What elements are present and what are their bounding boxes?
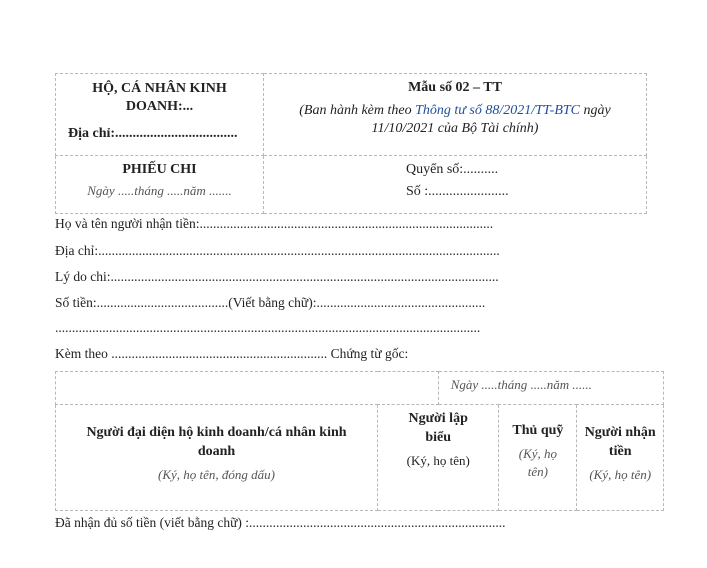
address-line[interactable]: Địa chỉ:....................................................................................................................... [55,243,500,258]
preparer-cell [378,405,499,511]
representative-note: (Ký, họ tên, đóng dấu) [158,467,275,482]
voucher-date: Ngày .....tháng .....năm ....... [87,183,232,198]
form-number: Mẫu số 02 – TT [408,80,502,95]
book-number: Quyển số:.......... [406,162,499,177]
form-info-cell [264,74,647,156]
representative-title-line2: doanh [197,444,236,459]
voucher-number: Số :....................... [406,184,509,199]
voucher-number-cell [264,156,647,214]
legal-note-date: 11/10/2021 của Bộ Tài chính) [371,121,539,136]
voucher-title-cell [56,156,264,214]
preparer-title-line1: Người lập [408,411,468,426]
receiver-cell [577,405,664,511]
reason-line[interactable]: Lý do chi:................................................................................................................... [55,269,499,284]
cashier-title: Thủ quỹ [512,423,564,438]
legal-note-prefix: (Ban hành kèm theo [299,103,416,118]
representative-cell [56,405,378,511]
preparer-note: (Ký, họ tên) [406,453,470,468]
business-name-line2: DOANH:... [125,99,194,114]
cashier-cell [499,405,577,511]
amount-continuation-line[interactable]: .............................................................................................................................. [55,320,481,335]
signature-date: Ngày .....tháng .....năm ...... [450,377,592,392]
cashier-note-line1: (Ký, họ [518,446,558,461]
receiver-title-line2: tiền [608,444,632,459]
legal-note-suffix: ngày [580,103,611,118]
recipient-name-line[interactable]: Họ và tên người nhận tiền:....................................................................................... [55,216,494,231]
business-info-cell [56,74,264,156]
form-legal-note [264,102,646,138]
voucher-title: PHIẾU CHI [122,162,197,177]
signature-table [55,371,664,511]
signature-date-cell [438,372,663,405]
cashier-note-line2: tên) [527,464,549,479]
amount-line[interactable]: Số tiền:.......................................(Viết bằng chữ):.................................................. [55,295,486,310]
header-table [55,73,647,214]
circular-link[interactable]: Thông tư số 88/2021/TT-BTC [415,103,581,118]
received-full-line[interactable]: Đã nhận đủ số tiền (viết bằng chữ) :............................................................................ [55,515,506,530]
representative-title-line1: Người đại diện hộ kinh doanh/cá nhân kinh [86,425,347,440]
receiver-title-line1: Người nhận [584,425,656,440]
attachments-line[interactable]: Kèm theo ................................................................ Chứng từ gốc: [55,346,409,361]
business-name-line1: HỘ, CÁ NHÂN KINH [92,81,227,96]
receiver-note: (Ký, họ tên) [589,467,652,482]
business-address: Địa chỉ:................................... [68,126,238,141]
preparer-title-line2: biểu [425,430,452,445]
signature-top-empty [56,372,439,405]
